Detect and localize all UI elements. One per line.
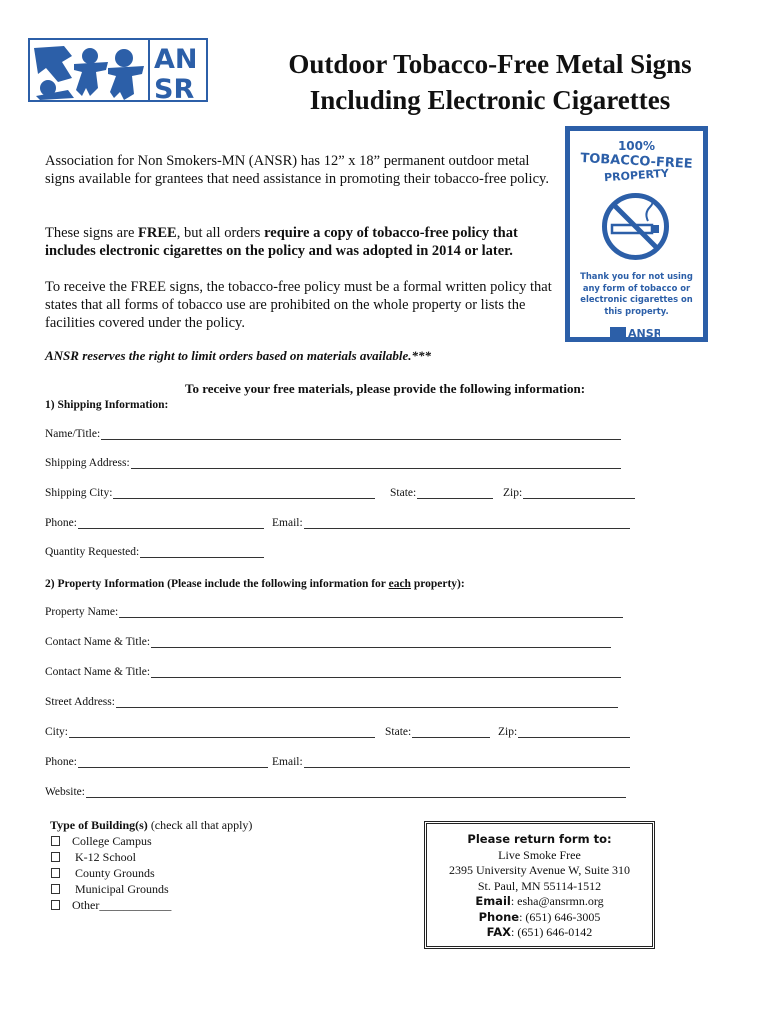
phone-label-bold: Phone <box>478 909 520 924</box>
option-municipal-grounds[interactable] <box>50 881 350 897</box>
option-label: Municipal Grounds <box>75 882 169 896</box>
sign-thanks-text: Thank you for not using any form of tobacco or electronic cigarettes on this property. <box>580 271 693 316</box>
section-property-heading <box>45 578 465 590</box>
city-label: City: <box>45 726 69 738</box>
option-label: K-12 School <box>75 850 136 864</box>
shipping-zip-label: Zip: <box>503 487 523 499</box>
street-address-field[interactable] <box>45 696 618 708</box>
street-address-label: Street Address: <box>45 696 115 708</box>
shipping-state-field[interactable] <box>390 487 493 499</box>
form-heading: To receive your free materials, please provide the following information: <box>184 381 586 396</box>
svg-text:ANSR: ANSR <box>628 327 660 339</box>
building-type-title <box>50 817 350 833</box>
checkbox[interactable] <box>51 868 60 878</box>
sign-property: PROPERTY <box>603 166 670 185</box>
name-title-field[interactable] <box>45 428 621 440</box>
return-org: Live Smoke Free <box>498 847 581 862</box>
website-field[interactable] <box>45 786 626 798</box>
phone-field[interactable] <box>45 756 268 768</box>
quantity-label: Quantity Requested: <box>45 546 140 558</box>
return-heading: Please return form to: <box>467 832 612 846</box>
shipping-phone-field[interactable] <box>45 517 264 529</box>
return-address-1: 2395 University Avenue W, Suite 310 <box>448 863 631 877</box>
fax-value: : (651) 646-0142 <box>510 925 593 939</box>
building-type-group <box>50 817 350 913</box>
shipping-city-field[interactable] <box>45 487 375 499</box>
page-title <box>250 46 730 118</box>
sign-ansr-logo <box>610 324 660 337</box>
checkbox[interactable] <box>51 836 60 846</box>
title-line-1: Outdoor Tobacco-Free Metal Signs <box>288 49 692 79</box>
option-other[interactable] <box>50 897 350 913</box>
checkbox[interactable] <box>51 852 60 862</box>
zip-field[interactable] <box>498 726 630 738</box>
contact-2-field[interactable] <box>45 666 621 678</box>
shipping-email-field[interactable] <box>272 517 630 529</box>
building-type-title-bold: Type of Building(s) <box>50 818 148 832</box>
p2-text-a: These signs are <box>45 225 139 241</box>
email-label-bold: Email <box>475 894 511 908</box>
city-field[interactable] <box>45 726 375 738</box>
email-value[interactable]: : esha@ansrmn.org <box>510 894 604 908</box>
section2-text-b: property): <box>410 578 465 590</box>
logo-text-sr: SR <box>154 74 195 102</box>
property-name-field[interactable] <box>45 606 623 618</box>
return-phone <box>427 910 652 926</box>
contact-1-label: Contact Name & Title: <box>45 636 151 648</box>
sign-percent: 100% <box>617 139 656 153</box>
title-line-2: Including Electronic Cigarettes <box>309 85 671 115</box>
building-type-title-rest: (check all that apply) <box>147 818 253 832</box>
p2-requirement: require a copy of tobacco-free policy that includes electronic cigarettes on the policy and was adopted in 2014 or later <box>45 225 518 259</box>
section2-each: each <box>388 578 411 590</box>
shipping-zip-field[interactable] <box>503 487 635 499</box>
p2-free: FREE <box>138 225 177 241</box>
contact-2-label: Contact Name & Title: <box>45 666 151 678</box>
intro-paragraph: Association for Non Smokers-MN (ANSR) has 12” x 18” permanent outdoor metal signs available for grantees that need assistance in promoting their tobacco-free policy. <box>45 153 549 187</box>
shipping-address-label: Shipping Address: <box>45 457 130 469</box>
quantity-field[interactable] <box>45 546 264 558</box>
sign-tobacco-free: TOBACCO-FREE <box>580 151 693 172</box>
contact-1-field[interactable] <box>45 636 611 648</box>
state-field[interactable] <box>385 726 490 738</box>
return-address-box <box>424 821 655 949</box>
return-email <box>427 894 652 910</box>
phone-value: : (651) 646-3005 <box>519 909 601 924</box>
shipping-phone-label: Phone: <box>45 517 77 529</box>
free-signs-paragraph <box>45 224 555 260</box>
shipping-address-field[interactable] <box>45 457 621 469</box>
p2-end: . <box>509 243 513 259</box>
shipping-state-label: State: <box>390 487 417 499</box>
email-label: Email: <box>272 756 303 768</box>
return-fax <box>427 925 652 941</box>
return-address-2: St. Paul, MN 55114-1512 <box>477 878 602 893</box>
option-college-campus[interactable] <box>50 833 350 849</box>
sign-image <box>565 126 708 342</box>
checkbox[interactable] <box>51 900 60 910</box>
option-label: County Grounds <box>75 866 155 880</box>
fax-label-bold: FAX <box>486 925 511 939</box>
option-label: Other____________ <box>72 898 172 912</box>
checkbox[interactable] <box>51 884 60 894</box>
shipping-city-label: Shipping City: <box>45 487 113 499</box>
state-label: State: <box>385 726 412 738</box>
website-label: Website: <box>45 786 85 798</box>
no-smoking-icon <box>598 189 673 264</box>
option-k12-school[interactable] <box>50 849 350 865</box>
email-field[interactable] <box>272 756 630 768</box>
shipping-email-label: Email: <box>272 517 303 529</box>
option-label: College Campus <box>72 834 152 848</box>
name-title-label: Name/Title: <box>45 428 101 440</box>
policy-paragraph: To receive the FREE signs, the tobacco-free policy must be a formal written policy that states that all forms of tobacco use are prohibited on the whole property or lists the facilities covered under the policy. <box>45 279 552 331</box>
zip-label: Zip: <box>498 726 518 738</box>
p2-text-b: , but all orders <box>176 225 265 241</box>
ansr-logo <box>28 38 208 102</box>
property-name-label: Property Name: <box>45 606 119 618</box>
limit-note: ANSR reserves the right to limit orders based on materials available.*** <box>45 348 432 363</box>
logo-text-an: AN <box>154 44 198 75</box>
section-shipping-heading: 1) Shipping Information: <box>45 399 169 411</box>
phone-label: Phone: <box>45 756 77 768</box>
section2-text-a: 2) Property Information (Please include the following information for <box>45 578 389 590</box>
option-county-grounds[interactable] <box>50 865 350 881</box>
